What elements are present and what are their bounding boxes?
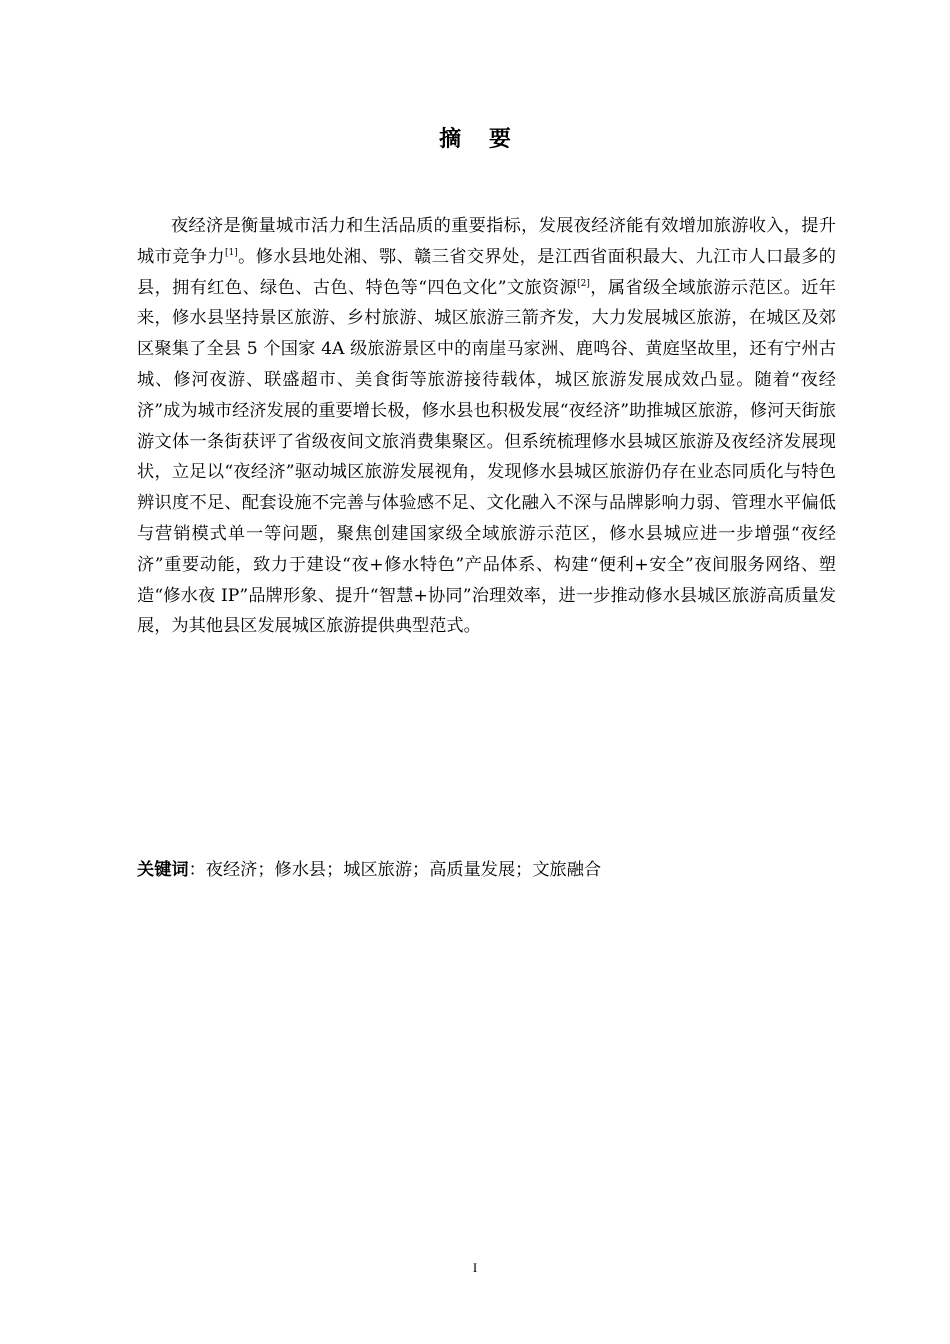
keywords-separator: ： bbox=[188, 860, 206, 880]
citation-2[interactable]: [2] bbox=[577, 278, 590, 289]
page-number: I bbox=[472, 1260, 478, 1275]
citation-1[interactable]: [1] bbox=[224, 247, 238, 258]
abstract-text-part-3: ，属省级全域旅游示范区。近年来，修水县坚持景区旅游、乡村旅游、城区旅游三箭齐发，大力发展城区旅游，在城区及郊区聚集了全县 5 个国家 4A 级旅游景区中的南崖马家洲、鹿鸣谷、黄庭坚故里，还有宁州古城、修河夜游、联盛超市、美食街等旅游接待载体，城区旅游发展成效凸显。随着“夜经济”成为城市经济发展的重要增长极，修水县也积极发展“夜经济”助推城区旅游，修河天街旅游文体一条街获评了省级夜间文旅消费集聚区。但系统梳理修水县城区旅游及夜经济发展现状，立足以“夜经济”驱动城区旅游发展视角，发现修水县城区旅游仍存在业态同质化与特色辨识度不足、配套设施不完善与体验感不足、文化融入不深与品牌影响力弱、管理水平偏低与营销模式单一等问题，聚焦创建国家级全域旅游示范区，修水县城应进一步增强“夜经济”重要动能，致力于建设“夜+修水特色”产品体系、构建“便利+安全”夜间服务网络、塑造“修水夜 IP”品牌形象、提升“智慧+协同”治理效率，进一步推动修水县城区旅游高质量发展，为其他县区发展城区旅游提供典型范式。 bbox=[137, 277, 836, 637]
keywords-text: 夜经济；修水县；城区旅游；高质量发展；文旅融合 bbox=[205, 860, 602, 880]
keywords-line bbox=[137, 855, 836, 885]
abstract-text-part-2: 。修水县地处湘、鄂、赣三省交界处，是江西省面积最大、九江市人口最多的县，拥有红色、绿色、古色、特色等“四色文化”文旅资源 bbox=[137, 246, 836, 298]
keywords-label: 关键词 bbox=[137, 860, 189, 880]
abstract-body bbox=[137, 211, 836, 642]
abstract-title: 摘 要 bbox=[439, 127, 521, 152]
abstract-text-part-1: 夜经济是衡量城市活力和生活品质的重要指标，发展夜经济能有效增加旅游收入，提升城市竞争力 bbox=[137, 216, 836, 267]
